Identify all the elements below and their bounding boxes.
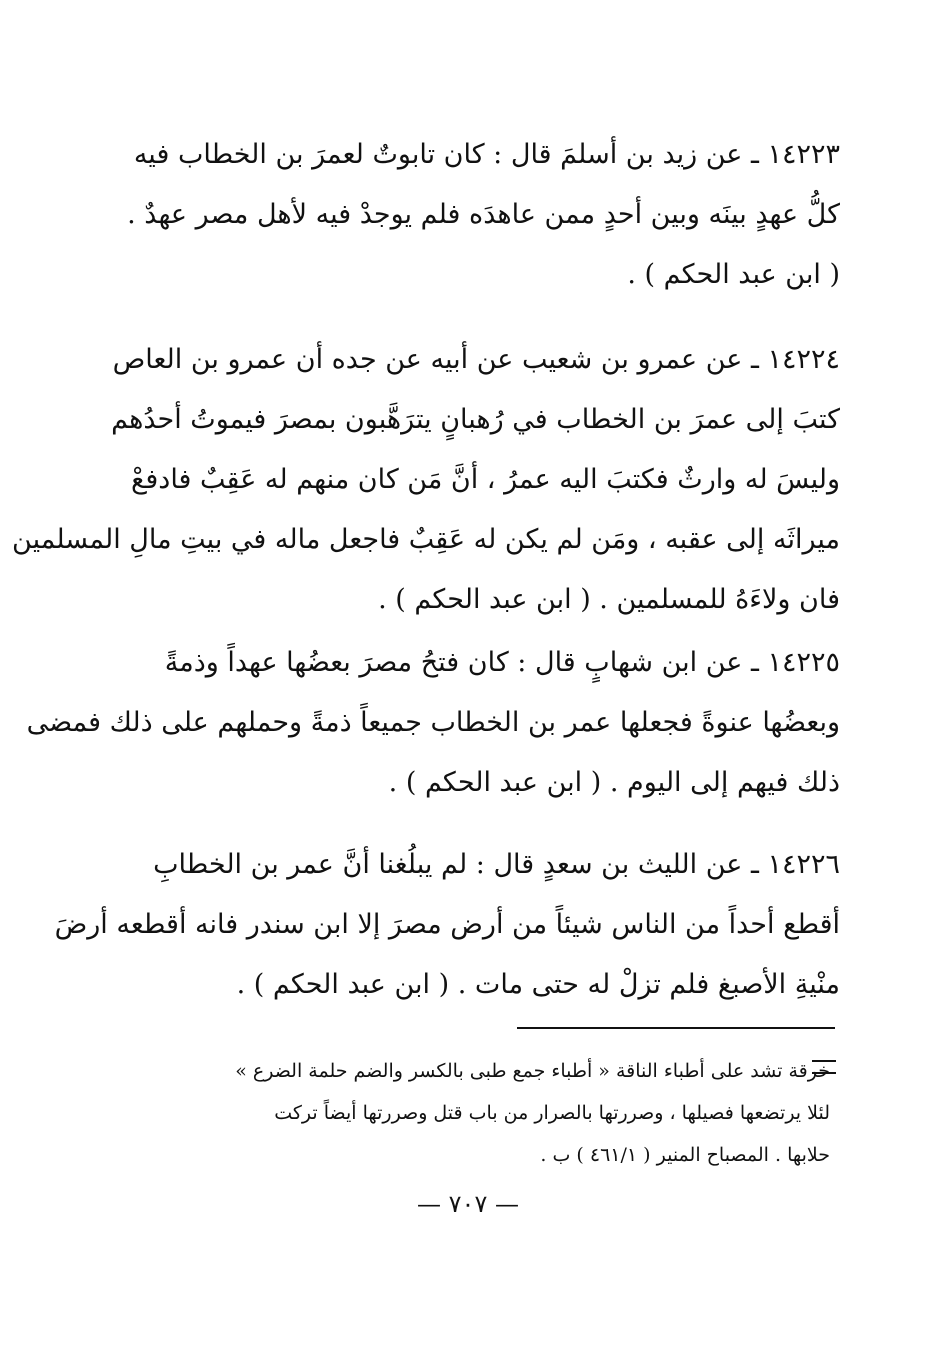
entry-line: وبعضُها عنوةً فجعلها عمر بن الخطاب جميعاً ذمةً وحملهم على ذلك فمضى bbox=[26, 707, 840, 738]
entry-line: كلُّ عهدٍ بينَه وبين أحدٍ ممن عاهدَه فلم يوجدْ فيه لأهل مصر عهدٌ . bbox=[127, 199, 840, 230]
entry-line: كتبَ إلى عمرَ بن الخطاب في رُهبانٍ يترَهَّبون بمصرَ فيموتُ أحدُهم bbox=[111, 404, 840, 435]
footnote-line: حلابها . المصباح المنير ( ٤٦١/١ ) ب . bbox=[540, 1144, 830, 1166]
entry-line: ١٤٢٢٦ ـ عن الليث بن سعدٍ قال : لم يبلُغنا أنَّ عمر بن الخطابِ bbox=[153, 849, 840, 880]
footnote-continuation-mark bbox=[812, 1060, 836, 1074]
entry-line: ١٤٢٢٥ ـ عن ابن شهابٍ قال : كان فتحُ مصرَ بعضُها عهداً وذمةً bbox=[164, 647, 840, 678]
entry-source-line: ( ابن عبد الحكم ) . bbox=[627, 259, 840, 290]
page-number: — ٧٠٧ — bbox=[417, 1190, 519, 1218]
entry-line: أقطع أحداً من الناس شيئاً من أرض مصرَ إلا ابن سندر فانه أقطعه أرضَ bbox=[54, 909, 840, 940]
entry-source-line: ذلك فيهم إلى اليوم . ( ابن عبد الحكم ) . bbox=[388, 767, 840, 798]
entry-line: ميراثَه إلى عقبه ، ومَن لم يكن له عَقِبٌ فاجعل ماله في بيتِ مالِ المسلمين bbox=[12, 524, 840, 555]
hadith-entry-14225 bbox=[26, 633, 840, 813]
footnote-line: لئلا يرتضعها فصيلها ، وصررتها بالصرار من باب قتل وصررتها أيضاً تركت bbox=[274, 1102, 830, 1124]
hadith-entry-14226 bbox=[54, 835, 840, 1015]
hadith-entry-14223 bbox=[127, 125, 840, 305]
entry-source-line: فان ولاءَهُ للمسلمين . ( ابن عبد الحكم ) . bbox=[378, 584, 840, 615]
entry-source-line: منْيةِ الأصبغ فلم تزلْ له حتى مات . ( ابن عبد الحكم ) . bbox=[236, 969, 840, 1000]
hadith-entry-14224 bbox=[12, 330, 840, 630]
entry-line: وليسَ له وارثٌ فكتبَ اليه عمرُ ، أنَّ مَن كان منهم له عَقِبٌ فادفعْ bbox=[131, 464, 840, 495]
entry-line: ١٤٢٢٤ ـ عن عمرو بن شعيب عن أبيه عن جده أن عمرو بن العاص bbox=[112, 344, 840, 375]
footnote bbox=[130, 1050, 830, 1176]
footnote-divider bbox=[517, 1027, 835, 1029]
entry-line: ١٤٢٢٣ ـ عن زيد بن أسلمَ قال : كان تابوتٌ لعمرَ بن الخطاب فيه bbox=[133, 139, 840, 170]
footnote-line: خرقة تشد على أطباء الناقة « أطباء جمع طبى بالكسر والضم حلمة الضرع » bbox=[235, 1060, 830, 1082]
